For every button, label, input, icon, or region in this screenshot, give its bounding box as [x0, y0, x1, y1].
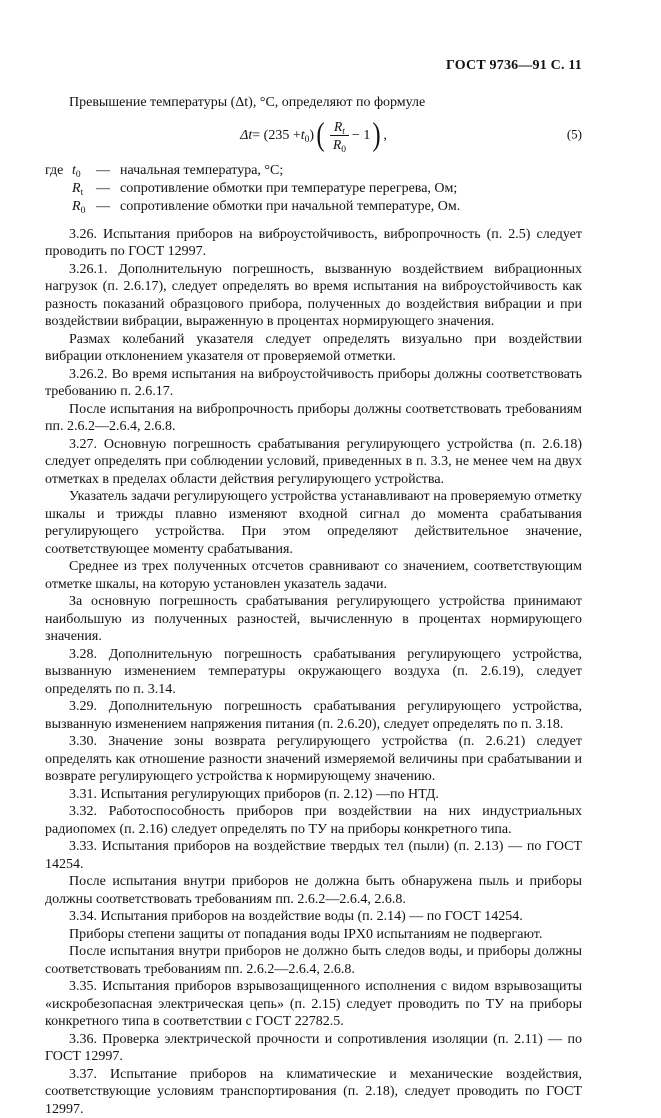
definition: начальная температура, °С; [120, 162, 582, 180]
paragraph: 3.33. Испытания приборов на воздействие твердых тел (пыли) (п. 2.13) — по ГОСТ 14254. [45, 838, 582, 873]
where-row [45, 198, 582, 216]
paragraph: 3.32. Работоспособность приборов при воздействии на них индустриальных радиопомех (п. 2.16) следует определять по ТУ на приборы конкретного типа. [45, 803, 582, 838]
formula [240, 119, 387, 152]
dash: — [96, 162, 120, 180]
definition: сопротивление обмотки при температуре перегрева, Ом; [120, 180, 582, 198]
symbol-rt: $R_t$ [72, 180, 96, 198]
paragraph: 3.31. Испытания регулирующих приборов (п. 2.12) —по НТД. [45, 786, 582, 804]
formula-minus-one: − 1 [352, 128, 370, 144]
formula-fraction [330, 119, 349, 152]
paragraph: Указатель задачи регулирующего устройства устанавливают на проверяемую отметку шкалы и трижды плавно изменяют входной сигнал до момента срабатывания регулирующего устройства. При этом определяют действительное значение, соответствующее моменту срабатывания. [45, 488, 582, 558]
where-list [45, 162, 582, 216]
lead-paragraph: Превышение температуры (Δt), °С, определяют по формуле [45, 94, 582, 112]
formula-t0: $t_0$ [301, 128, 310, 144]
paragraph: 3.27. Основную погрешность срабатывания регулирующего устройства (п. 2.6.18) следует определять при соблюдении условий, приведенных в п. 3.3, не менее чем на двух отметках в пределах области действия регулирующего устройства. [45, 436, 582, 489]
paragraph: 3.26.1. Дополнительную погрешность, вызванную воздействием вибрационных нагрузок (п. 2.6.17), следует определять во время испытания на виброустойчивость как разность показаний образцового прибора, полученных до воздействия вибрации и при воздействии вибрации, выраженную в процентах нормирующего значения. [45, 261, 582, 331]
paragraph: Среднее из трех полученных отсчетов сравнивают со значением, соответствующим отметке шкалы, на которую установлен указатель задачи. [45, 558, 582, 593]
definition: сопротивление обмотки при начальной температуре, Ом. [120, 198, 582, 216]
paragraph: 3.26. Испытания приборов на виброустойчивость, вибропрочность (п. 2.5) следует проводить по ГОСТ 12997. [45, 226, 582, 261]
paragraph: Приборы степени защиты от попадания воды IPX0 испытаниям не подвергают. [45, 926, 582, 944]
formula-comma: , [383, 128, 387, 144]
paragraph: 3.29. Дополнительную погрешность срабатывания регулирующего устройства, вызванную изменением напряжения питания (п. 2.6.20), следует определять по п. 3.18. [45, 698, 582, 733]
paragraph: За основную погрешность срабатывания регулирующего устройства принимают наибольшую из полученных разностей, вычисленную в процентах нормирующего значения. [45, 593, 582, 646]
where-label: где [45, 162, 72, 180]
body-text [45, 226, 582, 1118]
formula-block [45, 114, 582, 158]
big-open-paren: ( [316, 121, 326, 151]
equation-number: (5) [567, 126, 582, 142]
paragraph: После испытания внутри приборов не должна быть обнаружена пыль и приборы должны соответствовать требованиям пп. 2.6.2—2.6.4, 2.6.8. [45, 873, 582, 908]
where-row [45, 180, 582, 198]
paragraph: 3.36. Проверка электрической прочности и сопротивления изоляции (п. 2.11) — по ГОСТ 12997. [45, 1031, 582, 1066]
paragraph: 3.37. Испытание приборов на климатические и механические воздействия, соответствующие условиям транспортирования (п. 2.18), следует проводить по ГОСТ 12997. [45, 1066, 582, 1118]
symbol-r0: $R_0$ [72, 198, 96, 216]
formula-equals: = (235 + [252, 128, 300, 144]
page-header: ГОСТ 9736—91 С. 11 [45, 56, 582, 76]
dash: — [96, 198, 120, 216]
symbol-t0: $t_0$ [72, 162, 96, 180]
paragraph: Размах колебаний указателя следует определять визуально при воздействии вибрации отклонением указателя от проверяемой отметки. [45, 331, 582, 366]
paragraph: 3.34. Испытания приборов на воздействие воды (п. 2.14) — по ГОСТ 14254. [45, 908, 582, 926]
fraction-denominator: $R_0$ [333, 136, 346, 152]
paragraph: После испытания на вибропрочность приборы должны соответствовать требованиям пп. 2.6.2—2.6.4, 2.6.8. [45, 401, 582, 436]
where-row [45, 162, 582, 180]
big-close-paren: ) [372, 121, 382, 151]
paragraph: 3.28. Дополнительную погрешность срабатывания регулирующего устройства, вызванную изменением температуры окружающего воздуха (п. 2.6.19), следует определять по п. 3.14. [45, 646, 582, 699]
paragraph: 3.30. Значение зоны возврата регулирующего устройства (п. 2.6.21) следует определять как отношение разности значений измеряемой величины при срабатывании и возврате регулирующего устройства к нормирующему значению. [45, 733, 582, 786]
formula-close-paren: ) [309, 128, 314, 144]
dash: — [96, 180, 120, 198]
paragraph: 3.35. Испытания приборов взрывозащищенного исполнения с видом взрывозащиты «искробезопасная электрическая цепь» (п. 2.15) следует проводить по ТУ на приборы конкретного типа в соответствии с ГОСТ 22782.5. [45, 978, 582, 1031]
fraction-numerator: $R_t$ [330, 119, 349, 136]
formula-lhs: Δt [240, 128, 252, 144]
paragraph: После испытания внутри приборов не должно быть следов воды, и приборы должны соответствовать требованиям пп. 2.6.2—2.6.4, 2.6.8. [45, 943, 582, 978]
paragraph: 3.26.2. Во время испытания на виброустойчивость приборы должны соответствовать требованию п. 2.6.17. [45, 366, 582, 401]
